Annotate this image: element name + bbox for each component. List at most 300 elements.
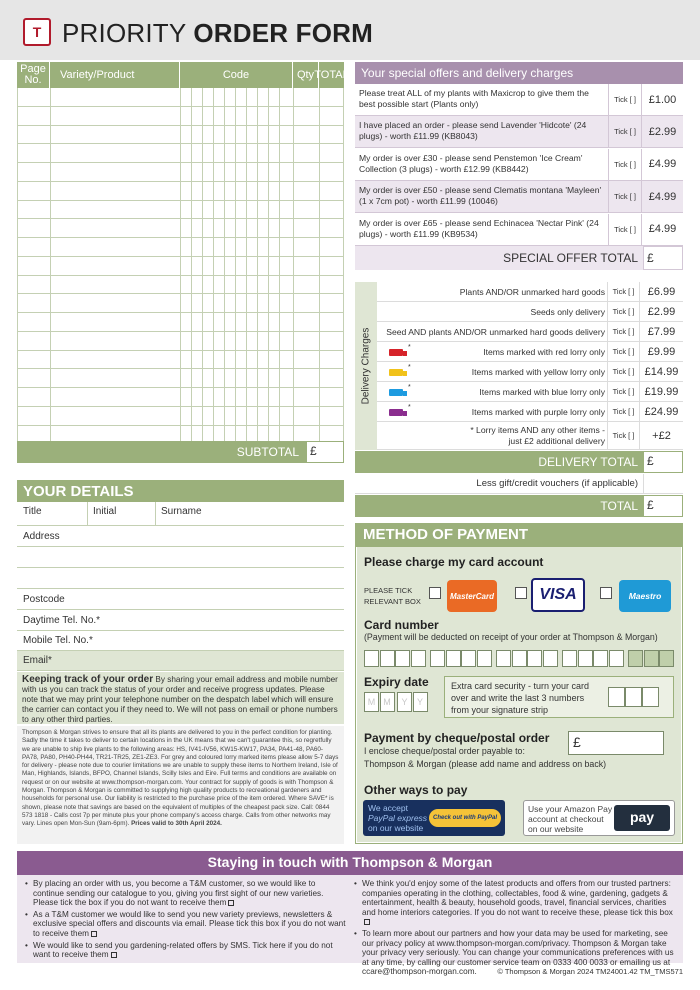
order-row[interactable]	[17, 369, 344, 388]
order-row[interactable]	[17, 126, 344, 145]
email-row[interactable]	[17, 651, 344, 671]
order-cell[interactable]	[192, 388, 203, 406]
gift-voucher-field[interactable]	[643, 474, 683, 494]
order-cell[interactable]	[51, 219, 181, 237]
order-cell[interactable]	[225, 126, 236, 144]
order-cell[interactable]	[280, 369, 294, 387]
order-cell[interactable]	[192, 332, 203, 350]
order-cell[interactable]	[236, 219, 247, 237]
order-cell[interactable]	[181, 276, 192, 294]
order-cell[interactable]	[320, 332, 345, 350]
order-cell[interactable]	[192, 163, 203, 181]
mobile-tel-row[interactable]	[17, 631, 344, 651]
order-cell[interactable]	[51, 238, 181, 256]
order-cell[interactable]	[18, 182, 51, 200]
order-cell[interactable]	[294, 126, 320, 144]
order-cell[interactable]	[18, 276, 51, 294]
order-cell[interactable]	[181, 219, 192, 237]
order-row[interactable]	[17, 88, 344, 107]
card-digit-box[interactable]	[659, 650, 674, 667]
order-cell[interactable]	[192, 182, 203, 200]
order-cell[interactable]	[280, 351, 294, 369]
order-cell[interactable]	[269, 351, 280, 369]
order-cell[interactable]	[258, 126, 269, 144]
order-cell[interactable]	[225, 313, 236, 331]
order-cell[interactable]	[258, 313, 269, 331]
order-cell[interactable]	[51, 332, 181, 350]
order-cell[interactable]	[18, 88, 51, 106]
order-cell[interactable]	[203, 332, 214, 350]
order-cell[interactable]	[18, 144, 51, 162]
order-cell[interactable]	[18, 351, 51, 369]
order-cell[interactable]	[320, 294, 345, 312]
order-row[interactable]	[17, 313, 344, 332]
order-cell[interactable]	[280, 238, 294, 256]
order-row[interactable]	[17, 163, 344, 182]
order-cell[interactable]	[192, 313, 203, 331]
order-cell[interactable]	[247, 407, 258, 425]
order-cell[interactable]	[214, 126, 225, 144]
order-cell[interactable]	[181, 107, 192, 125]
order-cell[interactable]	[258, 294, 269, 312]
order-cell[interactable]	[294, 407, 320, 425]
order-cell[interactable]	[18, 369, 51, 387]
order-cell[interactable]	[214, 163, 225, 181]
card-digit-box[interactable]	[380, 650, 395, 667]
order-cell[interactable]	[247, 257, 258, 275]
order-cell[interactable]	[236, 313, 247, 331]
order-cell[interactable]	[269, 126, 280, 144]
order-cell[interactable]	[203, 313, 214, 331]
order-cell[interactable]	[258, 332, 269, 350]
order-cell[interactable]	[247, 369, 258, 387]
order-cell[interactable]	[225, 294, 236, 312]
order-cell[interactable]	[203, 88, 214, 106]
order-cell[interactable]	[320, 407, 345, 425]
order-cell[interactable]	[192, 107, 203, 125]
order-cell[interactable]	[247, 276, 258, 294]
name-row[interactable]	[17, 502, 344, 526]
order-cell[interactable]	[192, 351, 203, 369]
order-cell[interactable]	[214, 257, 225, 275]
card-digit-box[interactable]	[578, 650, 593, 667]
order-cell[interactable]	[236, 107, 247, 125]
order-cell[interactable]	[203, 276, 214, 294]
order-cell[interactable]	[203, 107, 214, 125]
order-row[interactable]	[17, 388, 344, 407]
order-cell[interactable]	[280, 163, 294, 181]
order-cell[interactable]	[294, 369, 320, 387]
maestro-checkbox[interactable]	[600, 587, 612, 599]
order-cell[interactable]	[320, 107, 345, 125]
order-cell[interactable]	[294, 332, 320, 350]
order-cell[interactable]	[294, 351, 320, 369]
order-cell[interactable]	[214, 369, 225, 387]
card-digit-box[interactable]	[512, 650, 527, 667]
card-digit-box[interactable]	[411, 650, 426, 667]
special-offer-total-field[interactable]: £	[643, 246, 683, 270]
order-cell[interactable]	[51, 294, 181, 312]
order-cell[interactable]	[51, 351, 181, 369]
order-cell[interactable]	[294, 294, 320, 312]
order-cell[interactable]	[269, 294, 280, 312]
order-cell[interactable]	[181, 201, 192, 219]
order-cell[interactable]	[214, 276, 225, 294]
order-cell[interactable]	[203, 257, 214, 275]
order-cell[interactable]	[258, 276, 269, 294]
order-cell[interactable]	[203, 144, 214, 162]
order-cell[interactable]	[51, 107, 181, 125]
order-cell[interactable]	[269, 369, 280, 387]
order-cell[interactable]	[225, 182, 236, 200]
order-cell[interactable]	[225, 238, 236, 256]
order-cell[interactable]	[320, 238, 345, 256]
order-cell[interactable]	[280, 219, 294, 237]
order-cell[interactable]	[51, 257, 181, 275]
order-cell[interactable]	[51, 201, 181, 219]
order-cell[interactable]	[294, 163, 320, 181]
order-cell[interactable]	[225, 388, 236, 406]
order-cell[interactable]	[214, 294, 225, 312]
order-row[interactable]	[17, 332, 344, 351]
order-cell[interactable]	[214, 182, 225, 200]
order-cell[interactable]	[203, 126, 214, 144]
order-cell[interactable]	[269, 201, 280, 219]
order-cell[interactable]	[280, 126, 294, 144]
order-cell[interactable]	[294, 219, 320, 237]
order-cell[interactable]	[320, 201, 345, 219]
opt-out-checkbox[interactable]	[91, 931, 97, 937]
order-cell[interactable]	[181, 388, 192, 406]
order-cell[interactable]	[18, 294, 51, 312]
order-cell[interactable]	[247, 107, 258, 125]
order-cell[interactable]	[18, 313, 51, 331]
order-cell[interactable]	[225, 144, 236, 162]
order-cell[interactable]	[225, 219, 236, 237]
cvv-digit[interactable]	[625, 687, 642, 707]
order-cell[interactable]	[269, 219, 280, 237]
order-cell[interactable]	[269, 276, 280, 294]
order-cell[interactable]	[269, 107, 280, 125]
order-cell[interactable]	[192, 201, 203, 219]
order-cell[interactable]	[269, 238, 280, 256]
expiry-digit-box[interactable]: Y	[397, 692, 412, 712]
order-cell[interactable]	[181, 294, 192, 312]
delivery-tick-box[interactable]: Tick [ ]	[607, 322, 639, 341]
card-digit-box[interactable]	[593, 650, 608, 667]
order-cell[interactable]	[203, 388, 214, 406]
order-cell[interactable]	[320, 126, 345, 144]
opt-out-checkbox[interactable]	[111, 952, 117, 958]
expiry-digit-box[interactable]: M	[364, 692, 379, 712]
order-cell[interactable]	[247, 201, 258, 219]
cvv-digit[interactable]	[608, 687, 625, 707]
visa-checkbox[interactable]	[515, 587, 527, 599]
mastercard-checkbox[interactable]	[429, 587, 441, 599]
order-cell[interactable]	[181, 369, 192, 387]
order-cell[interactable]	[269, 407, 280, 425]
order-cell[interactable]	[280, 388, 294, 406]
order-cell[interactable]	[269, 88, 280, 106]
order-cell[interactable]	[294, 313, 320, 331]
order-cell[interactable]	[214, 238, 225, 256]
order-cell[interactable]	[214, 88, 225, 106]
order-row[interactable]	[17, 144, 344, 163]
order-cell[interactable]	[320, 182, 345, 200]
order-cell[interactable]	[247, 332, 258, 350]
order-cell[interactable]	[192, 88, 203, 106]
order-cell[interactable]	[320, 257, 345, 275]
opt-out-checkbox[interactable]	[228, 900, 234, 906]
order-cell[interactable]	[247, 88, 258, 106]
delivery-tick-box[interactable]: Tick [ ]	[607, 302, 639, 321]
order-cell[interactable]	[192, 276, 203, 294]
order-row[interactable]	[17, 219, 344, 238]
order-cell[interactable]	[258, 219, 269, 237]
card-digit-box[interactable]	[461, 650, 476, 667]
order-cell[interactable]	[214, 201, 225, 219]
order-cell[interactable]	[225, 88, 236, 106]
order-row[interactable]	[17, 107, 344, 126]
order-cell[interactable]	[247, 238, 258, 256]
delivery-tick-box[interactable]: Tick [ ]	[607, 342, 639, 361]
order-cell[interactable]	[269, 163, 280, 181]
order-cell[interactable]	[280, 201, 294, 219]
order-cell[interactable]	[181, 144, 192, 162]
order-cell[interactable]	[18, 332, 51, 350]
order-row[interactable]	[17, 294, 344, 313]
order-cell[interactable]	[269, 182, 280, 200]
order-cell[interactable]	[280, 107, 294, 125]
order-cell[interactable]	[181, 126, 192, 144]
order-cell[interactable]	[181, 163, 192, 181]
order-cell[interactable]	[258, 388, 269, 406]
order-cell[interactable]	[181, 332, 192, 350]
paypal-button[interactable]: Check out with PayPal	[429, 809, 501, 827]
order-cell[interactable]	[18, 107, 51, 125]
order-cell[interactable]	[192, 238, 203, 256]
cheque-amount-field[interactable]: £	[568, 731, 664, 755]
order-cell[interactable]	[51, 276, 181, 294]
order-cell[interactable]	[18, 201, 51, 219]
order-cell[interactable]	[258, 144, 269, 162]
order-cell[interactable]	[320, 369, 345, 387]
order-cell[interactable]	[192, 369, 203, 387]
order-cell[interactable]	[236, 351, 247, 369]
daytime-tel-row[interactable]	[17, 611, 344, 631]
order-cell[interactable]	[258, 257, 269, 275]
order-cell[interactable]	[214, 388, 225, 406]
order-cell[interactable]	[294, 182, 320, 200]
card-digit-box[interactable]	[364, 650, 379, 667]
order-cell[interactable]	[51, 407, 181, 425]
order-cell[interactable]	[247, 163, 258, 181]
order-cell[interactable]	[280, 313, 294, 331]
order-cell[interactable]	[225, 351, 236, 369]
order-cell[interactable]	[258, 107, 269, 125]
order-cell[interactable]	[320, 313, 345, 331]
order-cell[interactable]	[320, 219, 345, 237]
order-cell[interactable]	[258, 238, 269, 256]
order-row[interactable]	[17, 257, 344, 276]
order-cell[interactable]	[225, 107, 236, 125]
order-cell[interactable]	[258, 351, 269, 369]
card-digit-box[interactable]	[477, 650, 492, 667]
expiry-digit-box[interactable]: Y	[413, 692, 428, 712]
order-cell[interactable]	[280, 257, 294, 275]
order-cell[interactable]	[18, 257, 51, 275]
order-cell[interactable]	[247, 313, 258, 331]
order-row[interactable]	[17, 182, 344, 201]
order-cell[interactable]	[214, 313, 225, 331]
order-cell[interactable]	[269, 313, 280, 331]
order-cell[interactable]	[320, 88, 345, 106]
order-cell[interactable]	[192, 257, 203, 275]
offer-tick-box[interactable]: Tick [ ]	[608, 116, 641, 147]
order-cell[interactable]	[203, 351, 214, 369]
order-cell[interactable]	[236, 182, 247, 200]
delivery-total-field[interactable]: £	[643, 451, 683, 473]
order-cell[interactable]	[51, 144, 181, 162]
card-digit-box[interactable]	[628, 650, 643, 667]
order-cell[interactable]	[51, 369, 181, 387]
order-cell[interactable]	[236, 126, 247, 144]
order-cell[interactable]	[214, 407, 225, 425]
order-cell[interactable]	[236, 144, 247, 162]
subtotal-field[interactable]: £	[306, 441, 344, 463]
order-cell[interactable]	[18, 238, 51, 256]
order-cell[interactable]	[320, 351, 345, 369]
order-cell[interactable]	[280, 294, 294, 312]
order-cell[interactable]	[192, 294, 203, 312]
card-digit-box[interactable]	[609, 650, 624, 667]
order-cell[interactable]	[247, 219, 258, 237]
delivery-tick-box[interactable]: Tick [ ]	[607, 382, 639, 401]
order-cell[interactable]	[214, 144, 225, 162]
order-cell[interactable]	[320, 276, 345, 294]
order-cell[interactable]	[18, 407, 51, 425]
order-cell[interactable]	[236, 294, 247, 312]
postcode-row[interactable]	[17, 590, 344, 610]
order-cell[interactable]	[192, 144, 203, 162]
order-cell[interactable]	[225, 369, 236, 387]
address-line-3[interactable]	[17, 569, 344, 589]
order-cell[interactable]	[247, 144, 258, 162]
opt-out-checkbox[interactable]	[364, 919, 370, 925]
order-row[interactable]	[17, 238, 344, 257]
order-row[interactable]	[17, 201, 344, 220]
order-cell[interactable]	[203, 182, 214, 200]
order-cell[interactable]	[236, 332, 247, 350]
order-cell[interactable]	[18, 126, 51, 144]
order-cell[interactable]	[51, 182, 181, 200]
card-digit-box[interactable]	[562, 650, 577, 667]
delivery-tick-box[interactable]: Tick [ ]	[607, 282, 639, 301]
order-cell[interactable]	[181, 238, 192, 256]
order-cell[interactable]	[294, 88, 320, 106]
order-cell[interactable]	[280, 88, 294, 106]
order-cell[interactable]	[203, 294, 214, 312]
order-cell[interactable]	[225, 276, 236, 294]
card-digit-box[interactable]	[527, 650, 542, 667]
order-cell[interactable]	[247, 182, 258, 200]
order-cell[interactable]	[18, 388, 51, 406]
order-cell[interactable]	[294, 388, 320, 406]
order-cell[interactable]	[269, 332, 280, 350]
delivery-tick-box[interactable]: Tick [ ]	[607, 362, 639, 381]
order-cell[interactable]	[51, 388, 181, 406]
order-cell[interactable]	[203, 163, 214, 181]
order-cell[interactable]	[181, 313, 192, 331]
order-cell[interactable]	[214, 107, 225, 125]
order-cell[interactable]	[294, 238, 320, 256]
order-cell[interactable]	[203, 238, 214, 256]
order-cell[interactable]	[214, 351, 225, 369]
address-line-2[interactable]	[17, 548, 344, 568]
card-digit-box[interactable]	[644, 650, 659, 667]
card-digit-box[interactable]	[496, 650, 511, 667]
order-cell[interactable]	[214, 219, 225, 237]
order-cell[interactable]	[192, 126, 203, 144]
order-cell[interactable]	[236, 163, 247, 181]
order-cell[interactable]	[320, 144, 345, 162]
address-line-1[interactable]	[17, 527, 344, 547]
order-cell[interactable]	[247, 351, 258, 369]
card-digit-box[interactable]	[446, 650, 461, 667]
order-cell[interactable]	[225, 257, 236, 275]
order-cell[interactable]	[192, 407, 203, 425]
order-cell[interactable]	[225, 201, 236, 219]
offer-tick-box[interactable]: Tick [ ]	[608, 214, 641, 245]
order-cell[interactable]	[294, 107, 320, 125]
order-cell[interactable]	[269, 388, 280, 406]
order-cell[interactable]	[236, 257, 247, 275]
order-cell[interactable]	[181, 351, 192, 369]
order-cell[interactable]	[320, 388, 345, 406]
order-cell[interactable]	[280, 407, 294, 425]
order-cell[interactable]	[236, 276, 247, 294]
order-cell[interactable]	[225, 163, 236, 181]
card-digit-box[interactable]	[395, 650, 410, 667]
order-cell[interactable]	[280, 182, 294, 200]
order-cell[interactable]	[236, 388, 247, 406]
order-cell[interactable]	[247, 126, 258, 144]
delivery-tick-box[interactable]: Tick [ ]	[607, 402, 639, 421]
order-cell[interactable]	[181, 88, 192, 106]
order-cell[interactable]	[258, 369, 269, 387]
order-cell[interactable]	[236, 201, 247, 219]
order-cell[interactable]	[258, 407, 269, 425]
order-cell[interactable]	[247, 294, 258, 312]
order-cell[interactable]	[258, 201, 269, 219]
order-cell[interactable]	[258, 163, 269, 181]
order-cell[interactable]	[51, 88, 181, 106]
order-cell[interactable]	[51, 313, 181, 331]
order-cell[interactable]	[51, 126, 181, 144]
order-row[interactable]	[17, 276, 344, 295]
expiry-digit-box[interactable]: M	[380, 692, 395, 712]
order-cell[interactable]	[192, 219, 203, 237]
order-cell[interactable]	[236, 88, 247, 106]
order-cell[interactable]	[203, 369, 214, 387]
order-cell[interactable]	[269, 257, 280, 275]
order-cell[interactable]	[294, 276, 320, 294]
order-cell[interactable]	[294, 144, 320, 162]
order-cell[interactable]	[258, 88, 269, 106]
order-cell[interactable]	[203, 201, 214, 219]
order-cell[interactable]	[51, 163, 181, 181]
offer-tick-box[interactable]: Tick [ ]	[608, 181, 641, 212]
